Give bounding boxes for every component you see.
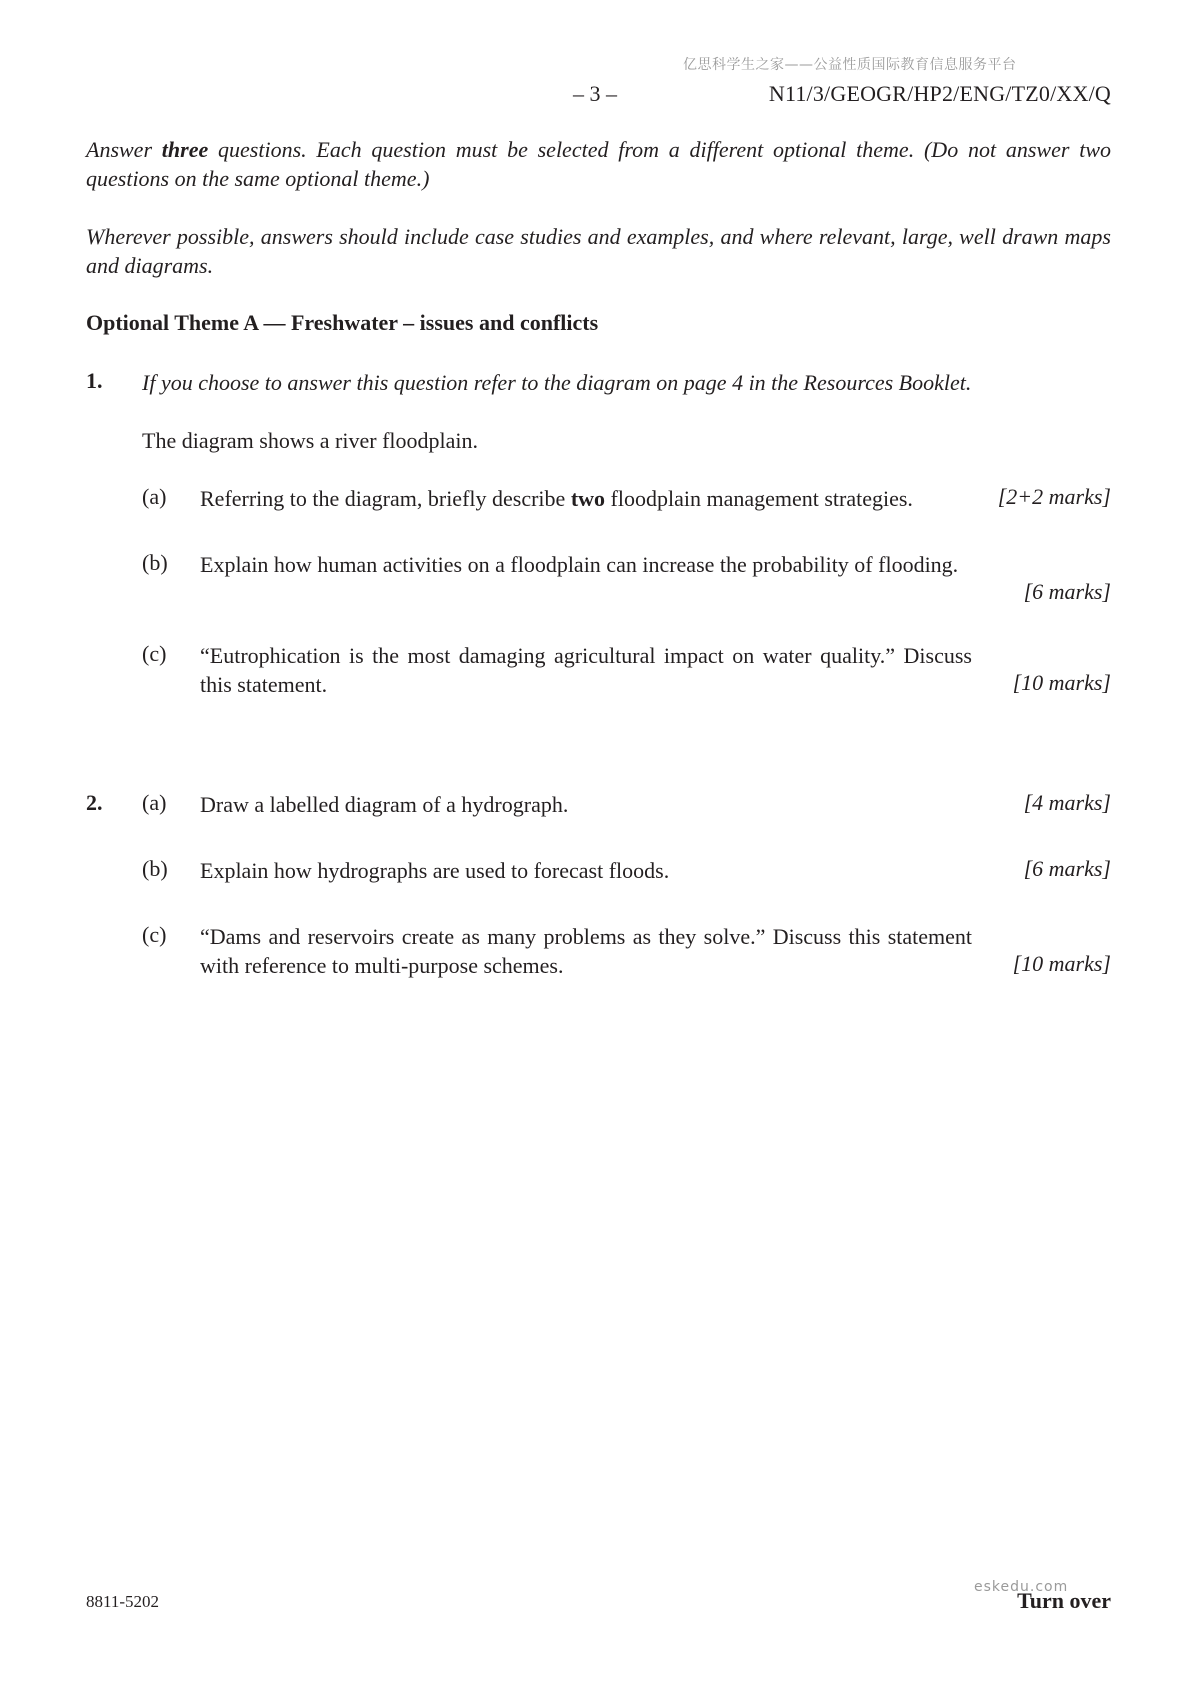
question-1a-text-start: Referring to the diagram, briefly describe xyxy=(200,486,571,511)
question-1-stem: The diagram shows a river floodplain. xyxy=(142,428,479,453)
question-1c-label: (c) xyxy=(142,641,167,666)
question-1a-marks: [2+2 marks] xyxy=(997,484,1111,509)
question-1a-text-end: floodplain management strategies. xyxy=(605,486,913,511)
document-code: N11/3/GEOGR/HP2/ENG/TZ0/XX/Q xyxy=(768,81,1111,106)
question-1b-label: (b) xyxy=(142,550,168,575)
question-2c-text: “Dams and reservoirs create as many problems as they solve.” Discuss this statement with reference to multi-purpose schemes. xyxy=(200,924,972,978)
question-1a-label: (a) xyxy=(142,484,167,509)
instructions-text-start: Answer xyxy=(86,137,162,162)
question-2b-text: Explain how hydrographs are used to forecast floods. xyxy=(200,858,670,883)
instructions-paragraph-2: Wherever possible, answers should include case studies and examples, and where relevant, large, well drawn maps and diagrams. xyxy=(86,224,1111,278)
question-2c-marks: [10 marks] xyxy=(1012,951,1111,976)
question-1a-text xyxy=(200,484,913,513)
question-2a-label: (a) xyxy=(142,790,167,815)
header-watermark: 亿思科学生之家——公益性质国际教育信息服务平台 xyxy=(683,57,1017,73)
footer-code: 8811-5202 xyxy=(86,1592,160,1611)
footer-watermark: eskedu.com xyxy=(974,1579,1069,1595)
question-1-number: 1. xyxy=(86,368,103,393)
question-2b-marks: [6 marks] xyxy=(1023,856,1111,881)
turn-over-label: Turn over xyxy=(1017,1588,1111,1613)
theme-heading: Optional Theme A — Freshwater – issues and conflicts xyxy=(86,310,599,335)
instructions-paragraph-1 xyxy=(86,135,1111,193)
instructions-emphasis: three xyxy=(161,137,209,162)
instructions-text-end: questions. Each question must be selected from a different optional theme. (Do not answer two questions on the same optional theme.) xyxy=(86,137,1111,191)
question-2-number: 2. xyxy=(86,790,103,815)
page-number: – 3 – xyxy=(573,81,617,106)
question-1c-text: “Eutrophication is the most damaging agricultural impact on water quality.” Discuss this statement. xyxy=(200,643,972,697)
question-2a-text: Draw a labelled diagram of a hydrograph. xyxy=(200,792,569,817)
question-1a-emphasis: two xyxy=(570,486,606,511)
question-1b-marks: [6 marks] xyxy=(1023,579,1111,604)
question-1c-marks: [10 marks] xyxy=(1012,670,1111,695)
question-2b-label: (b) xyxy=(142,856,168,881)
question-1b-text: Explain how human activities on a floodplain can increase the probability of flooding. xyxy=(200,552,959,577)
question-2c-label: (c) xyxy=(142,922,167,947)
question-2a-marks: [4 marks] xyxy=(1023,790,1111,815)
question-1-intro: If you choose to answer this question refer to the diagram on page 4 in the Resources Booklet. xyxy=(142,370,972,395)
